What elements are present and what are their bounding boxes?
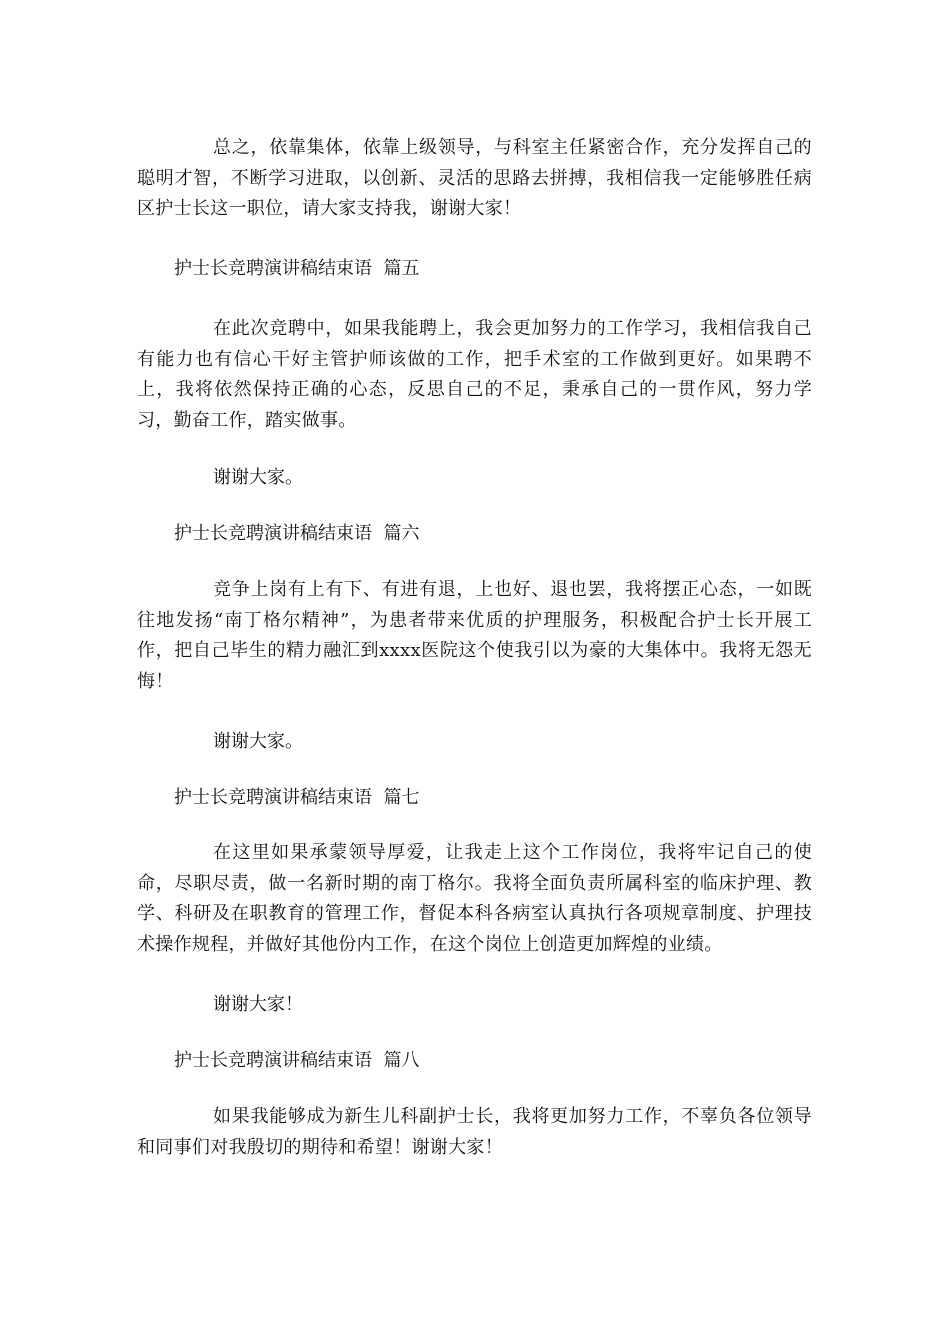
paragraph-conclusion: 总之，依靠集体，依靠上级领导，与科室主任紧密合作，充分发挥自己的聪明才智，不断学习进取，以创新、灵活的思路去拼搏，我相信我一定能够胜任病区护士长这一职位，请大家支持我，谢谢大家！: [137, 137, 812, 219]
paragraph-section-5: 在此次竞聘中，如果我能聘上，我会更加努力的工作学习，我相信我自己有能力也有信心干好主管护师该做的工作，把手术室的工作做到更好。如果聘不上，我将依然保持正确的心态，反思自己的不足，秉承自己的一贯作风，努力学习，勤奋工作，踏实做事。: [137, 318, 812, 431]
section-heading-6: 护士长竞聘演讲稿结束语 篇六: [174, 523, 420, 544]
paragraph-section-7: 在这里如果承蒙领导厚爱，让我走上这个工作岗位，我将牢记自己的使命，尽职尽责，做一名新时期的南丁格尔。我将全面负责所属科室的临床护理、教学、科研及在职教育的管理工作，督促本科各病室认真执行各项规章制度、护理技术操作规程，并做好其他份内工作，在这个岗位上创造更加辉煌的业绩。: [137, 842, 812, 955]
paragraph-section-6: 竞争上岗有上有下、有进有退，上也好、退也罢，我将摆正心态，一如既往地发扬“南丁格尔精神”，为患者带来优质的护理服务，积极配合护士长开展工作，把自己毕生的精力融汇到xxxx医院这个使我引以为豪的大集体中。我将无怨无悔！: [137, 579, 812, 692]
section-heading-7: 护士长竞聘演讲稿结束语 篇七: [174, 787, 420, 808]
section-heading-8: 护士长竞聘演讲稿结束语 篇八: [174, 1050, 420, 1071]
thanks-line-6: 谢谢大家。: [213, 731, 303, 752]
thanks-line-5: 谢谢大家。: [213, 467, 303, 488]
thanks-line-7: 谢谢大家！: [213, 994, 303, 1015]
paragraph-section-8: 如果我能够成为新生儿科副护士长，我将更加努力工作，不辜负各位领导和同事们对我殷切的期待和希望！谢谢大家！: [137, 1106, 812, 1158]
section-heading-5: 护士长竞聘演讲稿结束语 篇五: [174, 258, 420, 279]
